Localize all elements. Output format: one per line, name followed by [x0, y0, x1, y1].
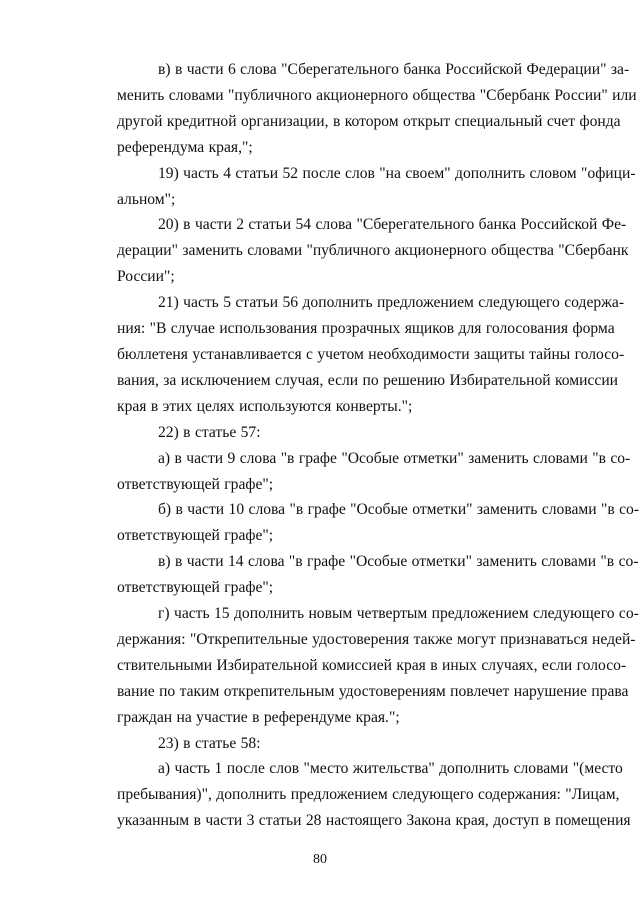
text-line: в) в части 6 слова "Сберегательного банка Российской Федерации" за-: [158, 61, 630, 78]
text-line: ответствующей графе";: [117, 579, 274, 597]
text-line: пребывания)", дополнить предложением следующего содержания: "Лицам,: [117, 786, 620, 804]
text-line: б) в части 10 слова "в графе "Особые отметки" заменить словами "в со-: [158, 501, 640, 519]
text-line: вания, за исключением случая, если по решению Избирательной комиссии: [117, 371, 619, 389]
text-line: г) часть 15 дополнить новым четвертым предложением следующего со-: [158, 605, 639, 623]
text-line: вание по таким открепительным удостоверениям повлечет нарушение права: [117, 682, 629, 700]
text-line: другой кредитной организации, в котором открыт специальный счет фонда: [117, 112, 621, 130]
text-line: граждан на участие в референдуме края.";: [117, 708, 400, 726]
text-line: ответствующей графе";: [117, 475, 274, 493]
text-line: 20) в части 2 статьи 54 слова "Сберегательного банка Российской Фе-: [158, 216, 627, 234]
text-line: России";: [117, 268, 175, 286]
text-line: 23) в статье 58:: [158, 734, 261, 752]
text-line: а) в части 9 слова "в графе "Особые отметки" заменить словами "в со-: [158, 449, 631, 467]
text-line: в) в части 14 слова "в графе "Особые отметки" заменить словами "в со-: [158, 553, 639, 571]
text-line: 19) часть 4 статьи 52 после слов "на своем" дополнить словом "офици-: [158, 164, 636, 182]
document-body-text: [117, 57, 640, 834]
text-line: а) часть 1 после слов "место жительства" дополнить словами "(место: [158, 760, 623, 778]
text-line: края в этих целях используются конверты.";: [117, 397, 413, 415]
text-line: дерации" заменить словами "публичного акционерного общества "Сбербанк: [117, 242, 629, 260]
text-line: 22) в статье 57:: [158, 423, 261, 441]
text-line: менить словами "публичного акционерного общества "Сбербанк России" или: [117, 86, 637, 104]
text-line: держания: "Открепительные удостоверения также могут признаваться недей-: [117, 630, 636, 648]
text-line: 21) часть 5 статьи 56 дополнить предложением следующего содержа-: [158, 294, 625, 312]
text-line: альном";: [117, 190, 176, 208]
text-line: указанным в части 3 статьи 28 настоящего Закона края, доступ в помещения: [117, 812, 631, 830]
text-line: референдума края,";: [117, 138, 253, 156]
text-line: бюллетеня устанавливается с учетом необходимости защиты тайны голосо-: [117, 345, 625, 363]
text-line: ствительными Избирательной комиссией края в иных случаях, если голосо-: [117, 656, 627, 674]
text-line: ния: "В случае использования прозрачных ящиков для голосования форма: [117, 320, 615, 338]
text-line: ответствующей графе";: [117, 527, 274, 545]
page-number: 80: [313, 852, 327, 867]
